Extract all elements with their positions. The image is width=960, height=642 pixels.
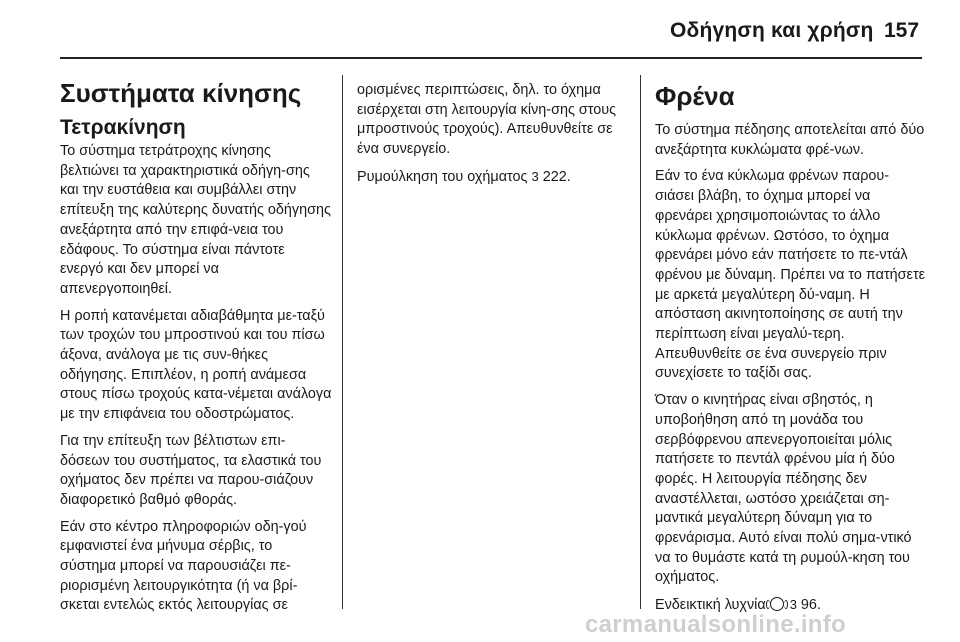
paragraph: Για την επίτευξη των βέλτιστων επι-δόσεων του συστήματος, τα ελαστικά του οχήματος δεν πρέπει να παρου-σιάζουν διαφορετικό βαθμό φθοράς. [60,432,322,508]
reference-text: Ενδεικτική λυχνία [655,597,766,614]
section-title-drive-systems: Συστήματα κίνησης [60,78,302,108]
reference-page[interactable]: 222. [542,168,571,185]
paragraph: Όταν ο κινητήρας είναι σβηστός, η υποβοήθηση από τη μονάδα του σερβόφρενου απενεργοποιείται μόλις πατήσετε το πεντάλ φρένου μία ή δύο φορές. Η λειτουργία πέδησης δεν αναστέλλεται, ωστόσο χρειάζεται ση-μαντικά μεγαλύτερη δύναμη για το φρενάρισμα. Αυτό είναι πολύ σημα-ντικό να το θυμάστε κατά τη ρυμούλ-κηση του οχήματος. [655,392,912,586]
column-divider-1 [342,75,343,609]
paragraph: Το σύστημα τετράτροχης κίνησης βελτιώνει τα χαρακτηριστικά οδήγη-σης και την ευστάθεια και συμβάλλει στην επίτευξη της καλύτερης δυνατής οδήγησης ανεξάρτητα από την επιφά-νεια του εδάφους. Το σύστημα είναι πάντοτε ενεργό και δεν μπορεί να απενεργοποιηθεί. [60,143,331,297]
brake-warning-lamp-icon [770,597,784,611]
header-rule [60,57,922,59]
subsection-title-awd: Τετρακίνηση [60,116,186,139]
paragraph: Η ροπή κατανέμεται αδιαβάθμητα με-ταξύ των τροχών του μπροστινού και του πίσω άξονα, ανάλογα με τις συν-θήκες οδήγησης. Επιπλέον, η ροπή ανάμεσα στους πίσω τροχούς κατα-νέμεται ανάλογα με την επιφάνεια του οδοστρώματος. [60,307,332,423]
reference-text: Ρυμούλκηση του οχήματος [357,168,528,185]
reference-arrow-icon: 3 [531,168,539,184]
paragraph: ορισμένες περιπτώσεις, δηλ. το όχημα εισέρχεται στη λειτουργία κίνη-σης στους μπροστινούς τροχούς). Απευθυνθείτε σε ένα συνεργείο. [357,82,617,158]
cross-reference-towing[interactable] [357,167,629,188]
watermark: carmanualsonline.info [585,611,847,638]
column-2 [357,81,629,195]
page-number: 157 [884,19,920,42]
page-header [0,0,960,58]
paragraph: Το σύστημα πέδησης αποτελείται από δύο ανεξάρτητα κυκλώματα φρέ-νων. [655,122,925,158]
paragraph: Εάν στο κέντρο πληροφοριών οδη-γού εμφανιστεί ένα μήνυμα σέρβις, το σύστημα μπορεί να παρουσιάζει πε-ριορισμένη λειτουργικότητα (ή να βρί-σκεται εντελώς εκτός λειτουργίας σε [60,518,307,614]
column-1 [60,78,332,623]
section-title-brakes: Φρένα [655,81,735,111]
column-3 [655,81,927,623]
header-title: Οδήγηση και χρήση [670,19,874,42]
reference-page[interactable]: 96. [800,597,821,614]
column-divider-2 [640,75,641,609]
paragraph: Εάν το ένα κύκλωμα φρένων παρου-σιάσει βλάβη, το όχημα μπορεί να φρενάρει χρησιμοποιώντας το άλλο κύκλωμα φρένων. Ωστόσο, το όχημα φρενάρει μόνο εάν πατήσετε το πε-ντάλ φρένου με δύναμη. Πρέπει να το πατήσετε με αρκετά μεγαλύτερη δύ-ναμη. Η απόσταση ακινητοποίησης σε αυτή την περίπτωση είναι μεγαλύ-τερη. Απευθυνθείτε σε ένα συνεργείο πριν συνεχίσετε το ταξίδι σας. [655,168,926,382]
reference-arrow-icon: 3 [789,597,797,613]
